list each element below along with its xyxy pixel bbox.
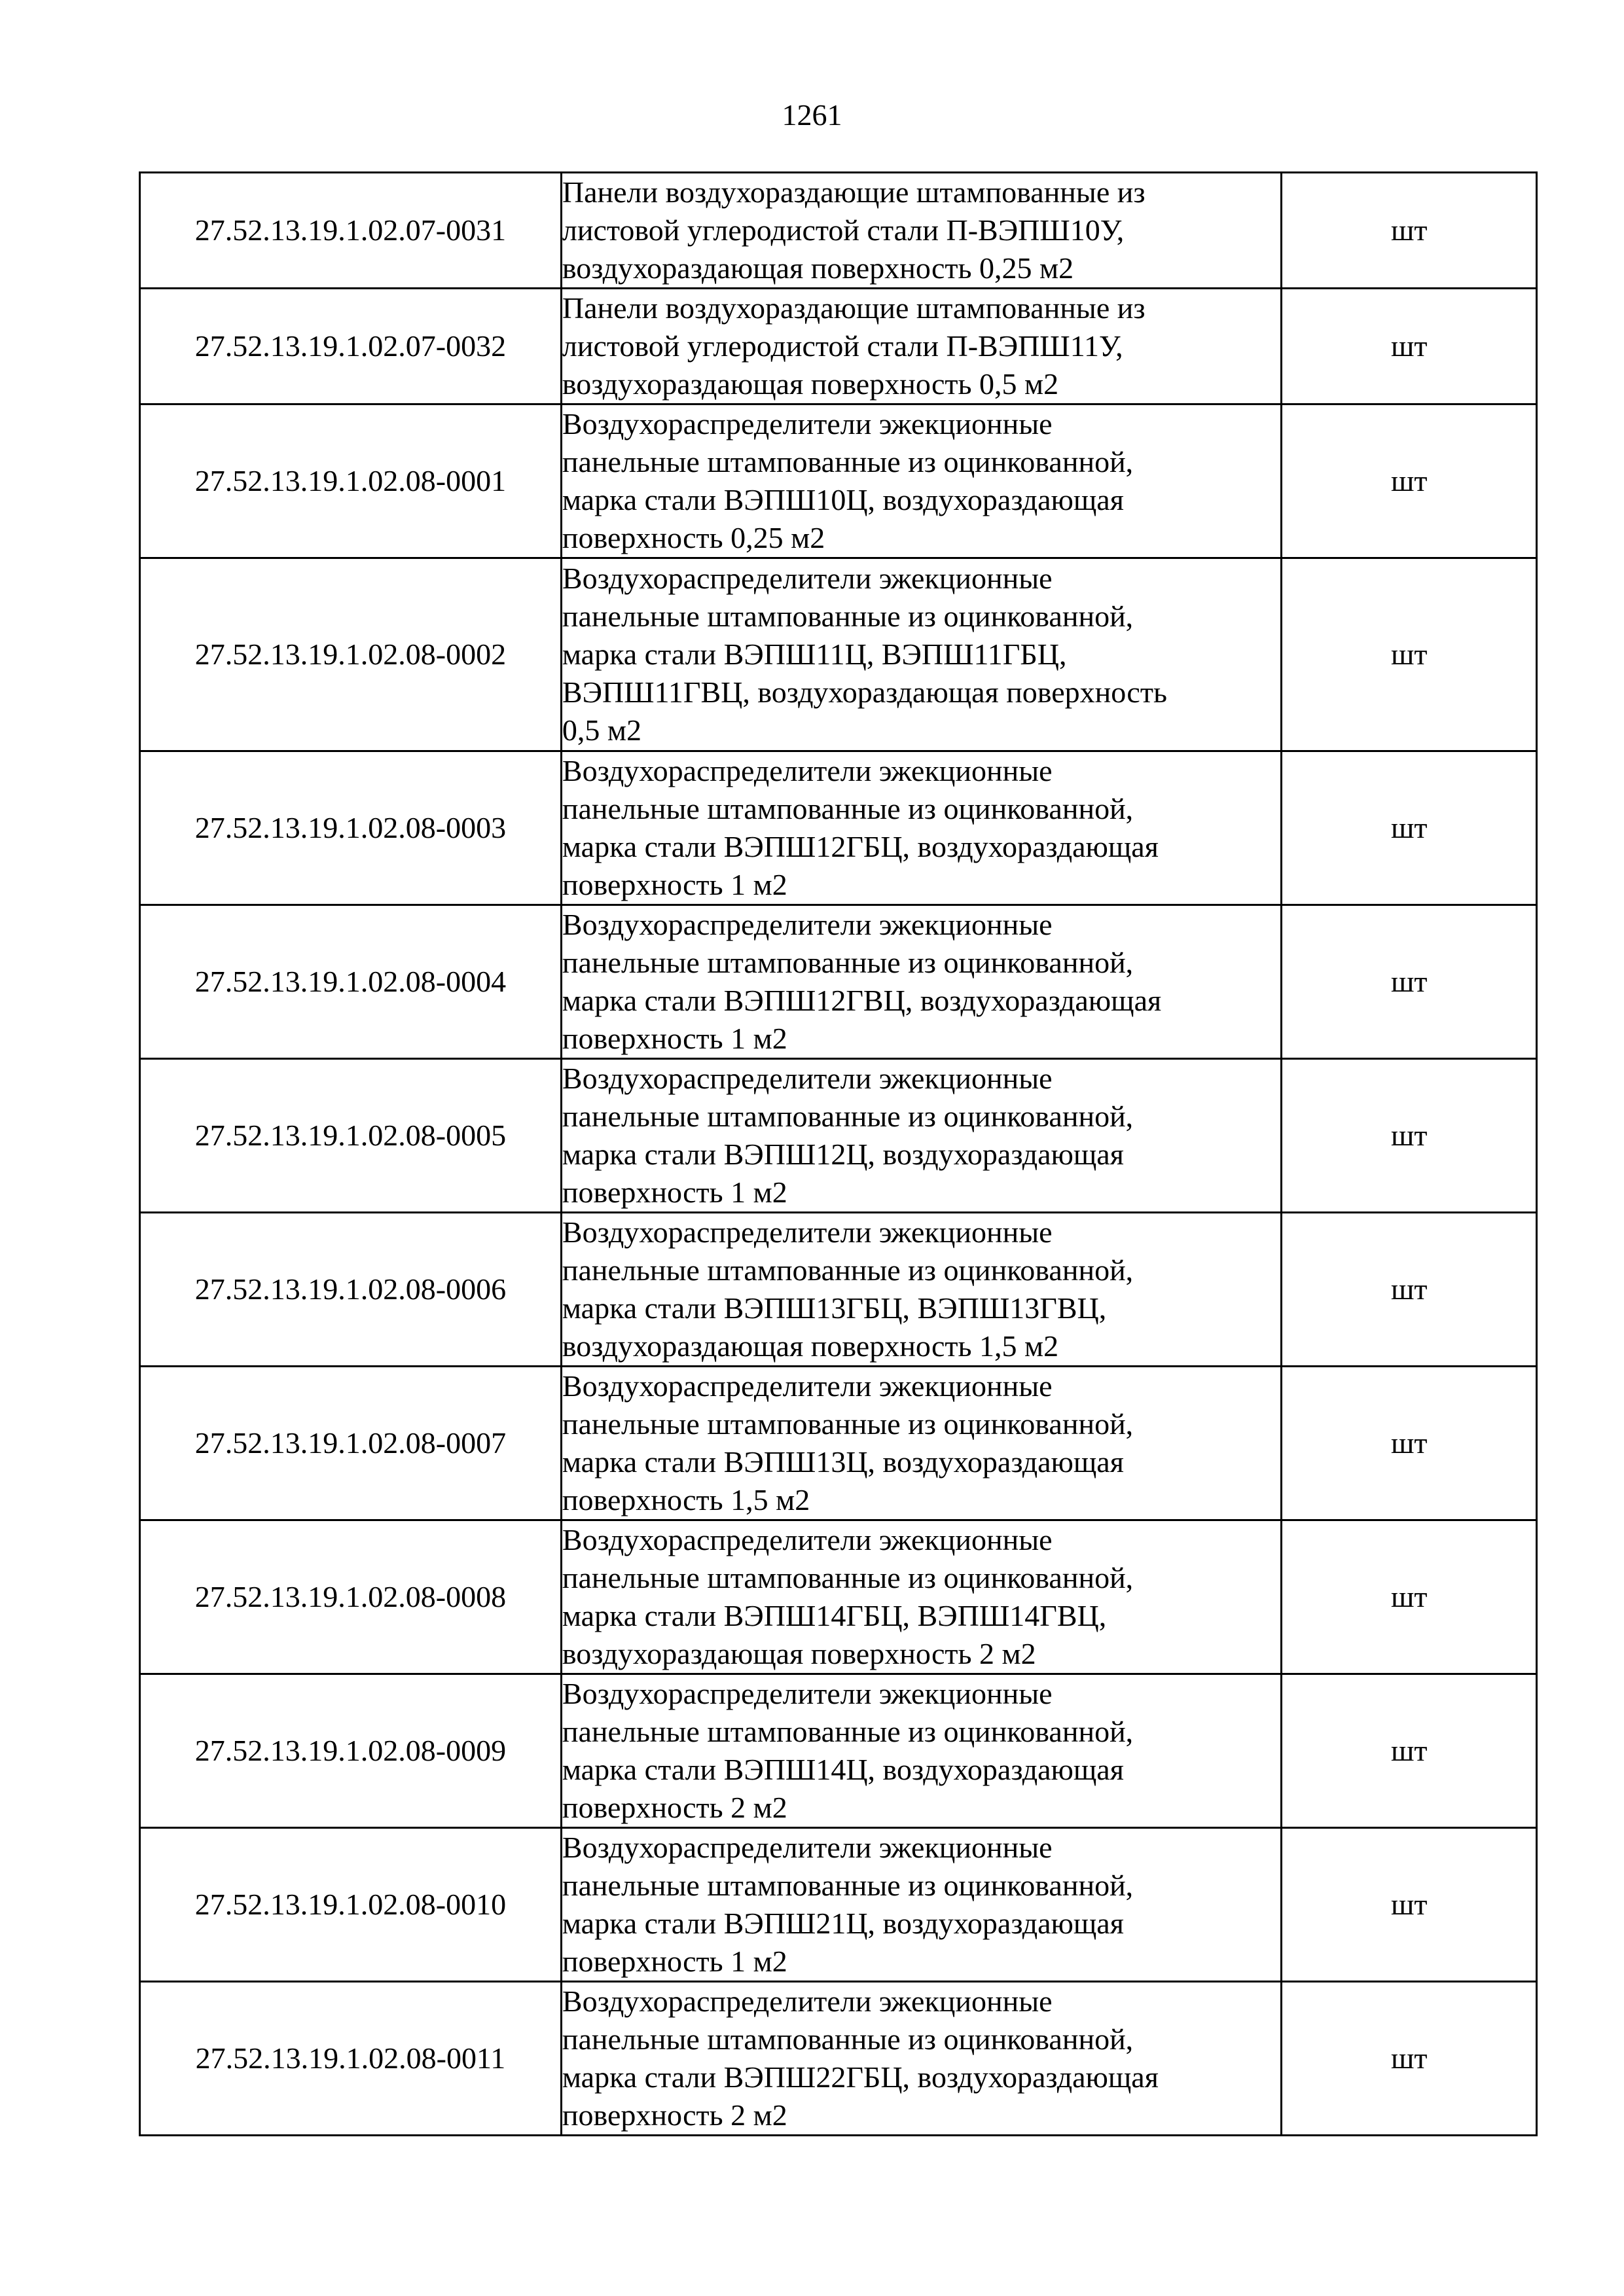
description-line: марка стали ВЭПШ22ГБЦ, воздухораздающая [562,2060,1159,2094]
description-line: поверхность 1 м2 [562,1175,787,1209]
description-line: Панели воздухораздающие штампованные из [562,291,1146,325]
table-row [140,1213,1537,1367]
unit-of-measure: шт [1282,173,1537,289]
unit-of-measure: шт [1282,751,1537,905]
description-line: воздухораздающая поверхность 2 м2 [562,1637,1036,1670]
description-line: поверхность 1 м2 [562,868,787,901]
description-line: Воздухораспределители эжекционные [562,1215,1053,1249]
resource-description [561,1674,1282,1828]
unit-of-measure: шт [1282,1059,1537,1213]
resource-code: 27.52.13.19.1.02.08-0005 [140,1059,562,1213]
unit-of-measure: шт [1282,289,1537,404]
description-line: ВЭПШ11ГВЦ, воздухораздающая поверхность [562,675,1167,709]
description-line: Воздухораспределители эжекционные [562,1831,1053,1864]
description-line: листовой углеродистой стали П-ВЭПШ11У, [562,329,1123,363]
resource-description [561,1367,1282,1520]
resource-description [561,1982,1282,2136]
table-row [140,1520,1537,1674]
resource-description [561,1520,1282,1674]
resource-description [561,905,1282,1059]
description-line: марка стали ВЭПШ14ГБЦ, ВЭПШ14ГВЦ, [562,1599,1107,1632]
description-line: панельные штампованные из оцинкованной, [562,1100,1134,1133]
table-row [140,404,1537,558]
description-line: панельные штампованные из оцинкованной, [562,600,1134,633]
description-line: панельные штампованные из оцинкованной, [562,1253,1134,1287]
resource-code: 27.52.13.19.1.02.08-0006 [140,1213,562,1367]
description-line: Воздухораспределители эжекционные [562,1984,1053,2018]
table-row [140,905,1537,1059]
resource-description [561,173,1282,289]
unit-of-measure: шт [1282,1828,1537,1982]
description-line: поверхность 1,5 м2 [562,1483,810,1516]
table-row [140,1367,1537,1520]
description-line: поверхность 1 м2 [562,1022,787,1055]
resource-description [561,1059,1282,1213]
description-line: марка стали ВЭПШ13Ц, воздухораздающая [562,1445,1124,1479]
table-row [140,289,1537,404]
table-row [140,558,1537,751]
description-line: Воздухораспределители эжекционные [562,1523,1053,1556]
unit-of-measure: шт [1282,1982,1537,2136]
unit-of-measure: шт [1282,558,1537,751]
description-line: марка стали ВЭПШ12Ц, воздухораздающая [562,1138,1124,1171]
description-line: панельные штампованные из оцинкованной, [562,1715,1134,1748]
description-line: марка стали ВЭПШ13ГБЦ, ВЭПШ13ГВЦ, [562,1291,1107,1325]
resource-code: 27.52.13.19.1.02.07-0032 [140,289,562,404]
resource-description [561,751,1282,905]
unit-of-measure: шт [1282,905,1537,1059]
resource-description [561,1213,1282,1367]
table-row [140,751,1537,905]
description-line: панельные штампованные из оцинкованной, [562,445,1134,478]
resource-description [561,1828,1282,1982]
resource-code: 27.52.13.19.1.02.08-0002 [140,558,562,751]
description-line: листовой углеродистой стали П-ВЭПШ10У, [562,213,1125,247]
description-line: марка стали ВЭПШ11Ц, ВЭПШ11ГБЦ, [562,637,1067,671]
description-line: панельные штампованные из оцинкованной, [562,946,1134,979]
resource-code: 27.52.13.19.1.02.08-0004 [140,905,562,1059]
description-line: Воздухораспределители эжекционные [562,1677,1053,1710]
description-line: 0,5 м2 [562,713,641,747]
description-line: Воздухораспределители эжекционные [562,754,1053,787]
resource-code: 27.52.13.19.1.02.08-0008 [140,1520,562,1674]
description-line: Воздухораспределители эжекционные [562,407,1053,440]
table-row [140,173,1537,289]
resource-code: 27.52.13.19.1.02.08-0009 [140,1674,562,1828]
description-line: марка стали ВЭПШ10Ц, воздухораздающая [562,483,1124,516]
description-line: панельные штампованные из оцинкованной, [562,1561,1134,1594]
description-line: марка стали ВЭПШ12ГБЦ, воздухораздающая [562,830,1159,863]
description-line: марка стали ВЭПШ21Ц, воздухораздающая [562,1907,1124,1940]
table-row [140,1059,1537,1213]
description-line: Воздухораспределители эжекционные [562,562,1053,595]
description-line: воздухораздающая поверхность 0,25 м2 [562,251,1074,285]
description-line: поверхность 2 м2 [562,1791,787,1824]
description-line: панельные штампованные из оцинкованной, [562,792,1134,825]
resource-code: 27.52.13.19.1.02.08-0003 [140,751,562,905]
unit-of-measure: шт [1282,1520,1537,1674]
description-line: поверхность 0,25 м2 [562,521,825,554]
description-line: Панели воздухораздающие штампованные из [562,175,1146,209]
resource-description [561,404,1282,558]
description-line: Воздухораспределители эжекционные [562,1062,1053,1095]
description-line: панельные штампованные из оцинкованной, [562,2022,1134,2056]
description-line: марка стали ВЭПШ14Ц, воздухораздающая [562,1753,1124,1786]
resource-code: 27.52.13.19.1.02.08-0007 [140,1367,562,1520]
resource-code: 27.52.13.19.1.02.08-0010 [140,1828,562,1982]
description-line: Воздухораспределители эжекционные [562,1369,1053,1403]
description-line: панельные штампованные из оцинкованной, [562,1407,1134,1441]
resource-table [139,171,1538,2136]
resource-code: 27.52.13.19.1.02.07-0031 [140,173,562,289]
table-row [140,1982,1537,2136]
table-row [140,1828,1537,1982]
description-line: воздухораздающая поверхность 1,5 м2 [562,1329,1059,1363]
page-number: 1261 [782,98,842,132]
unit-of-measure: шт [1282,1213,1537,1367]
description-line: воздухораздающая поверхность 0,5 м2 [562,367,1059,401]
description-line: Воздухораспределители эжекционные [562,908,1053,941]
resource-code: 27.52.13.19.1.02.08-0001 [140,404,562,558]
description-line: панельные штампованные из оцинкованной, [562,1869,1134,1902]
resource-description [561,558,1282,751]
unit-of-measure: шт [1282,1367,1537,1520]
table-body [140,173,1537,2136]
description-line: поверхность 1 м2 [562,1945,787,1978]
table-row [140,1674,1537,1828]
unit-of-measure: шт [1282,404,1537,558]
resource-code: 27.52.13.19.1.02.08-0011 [140,1982,562,2136]
resource-description [561,289,1282,404]
description-line: поверхность 2 м2 [562,2098,787,2132]
description-line: марка стали ВЭПШ12ГВЦ, воздухораздающая [562,984,1162,1017]
unit-of-measure: шт [1282,1674,1537,1828]
